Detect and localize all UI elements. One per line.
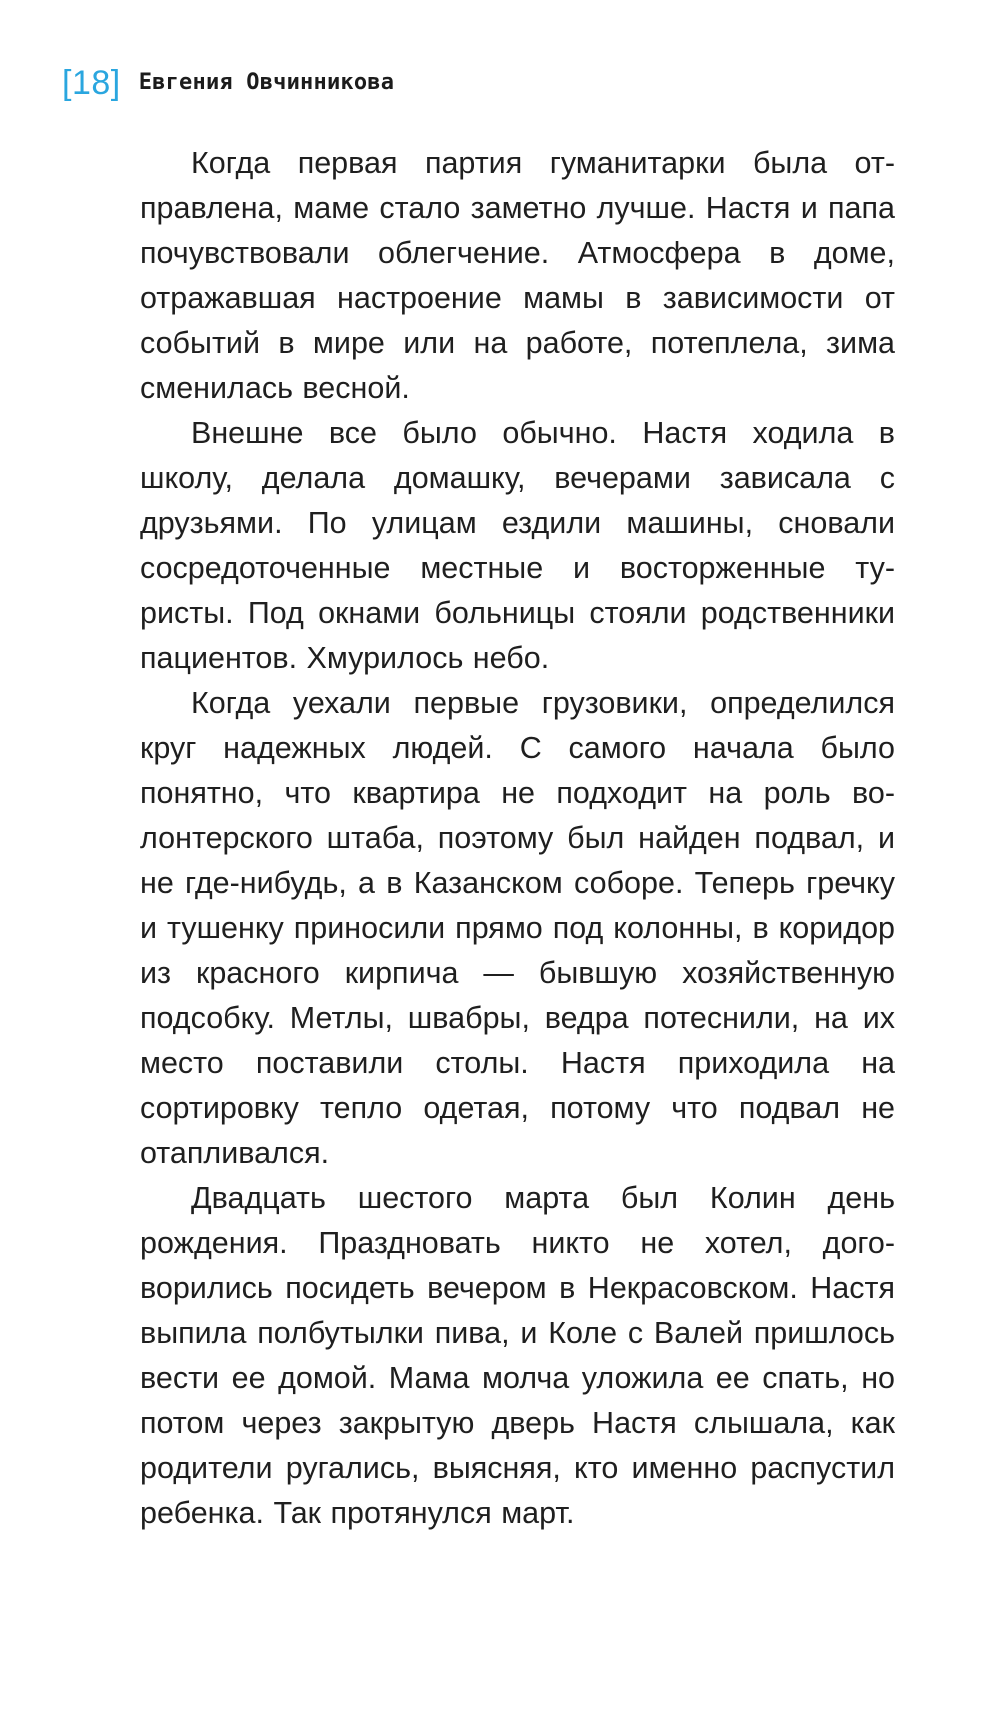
paragraph-4: Двадцать шестого марта был Колин день рождения. Праздновать никто не хотел, договорились посидеть вечером в Некрасовском. Настя выпила полбутылки пива, и Коле с Валей пришлось вести ее домой. Мама молча уложила ее спать, но потом через закрытую дверь Настя слышала, как родители ругались, выясняя, кто именно распустил ребенка. Так протянулся март.: [140, 1181, 895, 1530]
page-number: [18]: [62, 64, 121, 102]
paragraph-3: Когда уехали первые грузовики, определился круг надежных людей. С самого начала было понятно, что квартира не подходит на роль волонтерского штаба, поэтому был найден подвал, и не где-нибудь, а в Казанском соборе. Теперь гречку и тушенку приносили прямо под колонны, в коридор из красного кирпича — бывшую хозяйственную подсобку. Метлы, швабры, ведра потеснили, на их место поставили столы. Настя приходила на сортировку тепло одетая, потому что подвал не отапливался.: [140, 686, 895, 1170]
paragraph-1: Когда первая партия гуманитарки была отправлена, маме стало заметно лучше. Настя и папа почувствовали облегчение. Атмосфера в доме, отражавшая настроение мамы в зависимости от событий в мире или на работе, потеплела, зима сменилась весной.: [140, 146, 895, 405]
author-name: Евгения Овчинникова: [138, 70, 395, 95]
running-header: [62, 58, 394, 108]
paragraph-2: Внешне все было обычно. Настя ходила в школу, делала домашку, вечерами зависала с друзьями. По улицам ездили машины, сновали сосредоточенные местные и восторженные туристы. Под окнами больницы стояли родственники пациентов. Хмурилось небо.: [140, 416, 895, 675]
body-text: [140, 141, 895, 1536]
